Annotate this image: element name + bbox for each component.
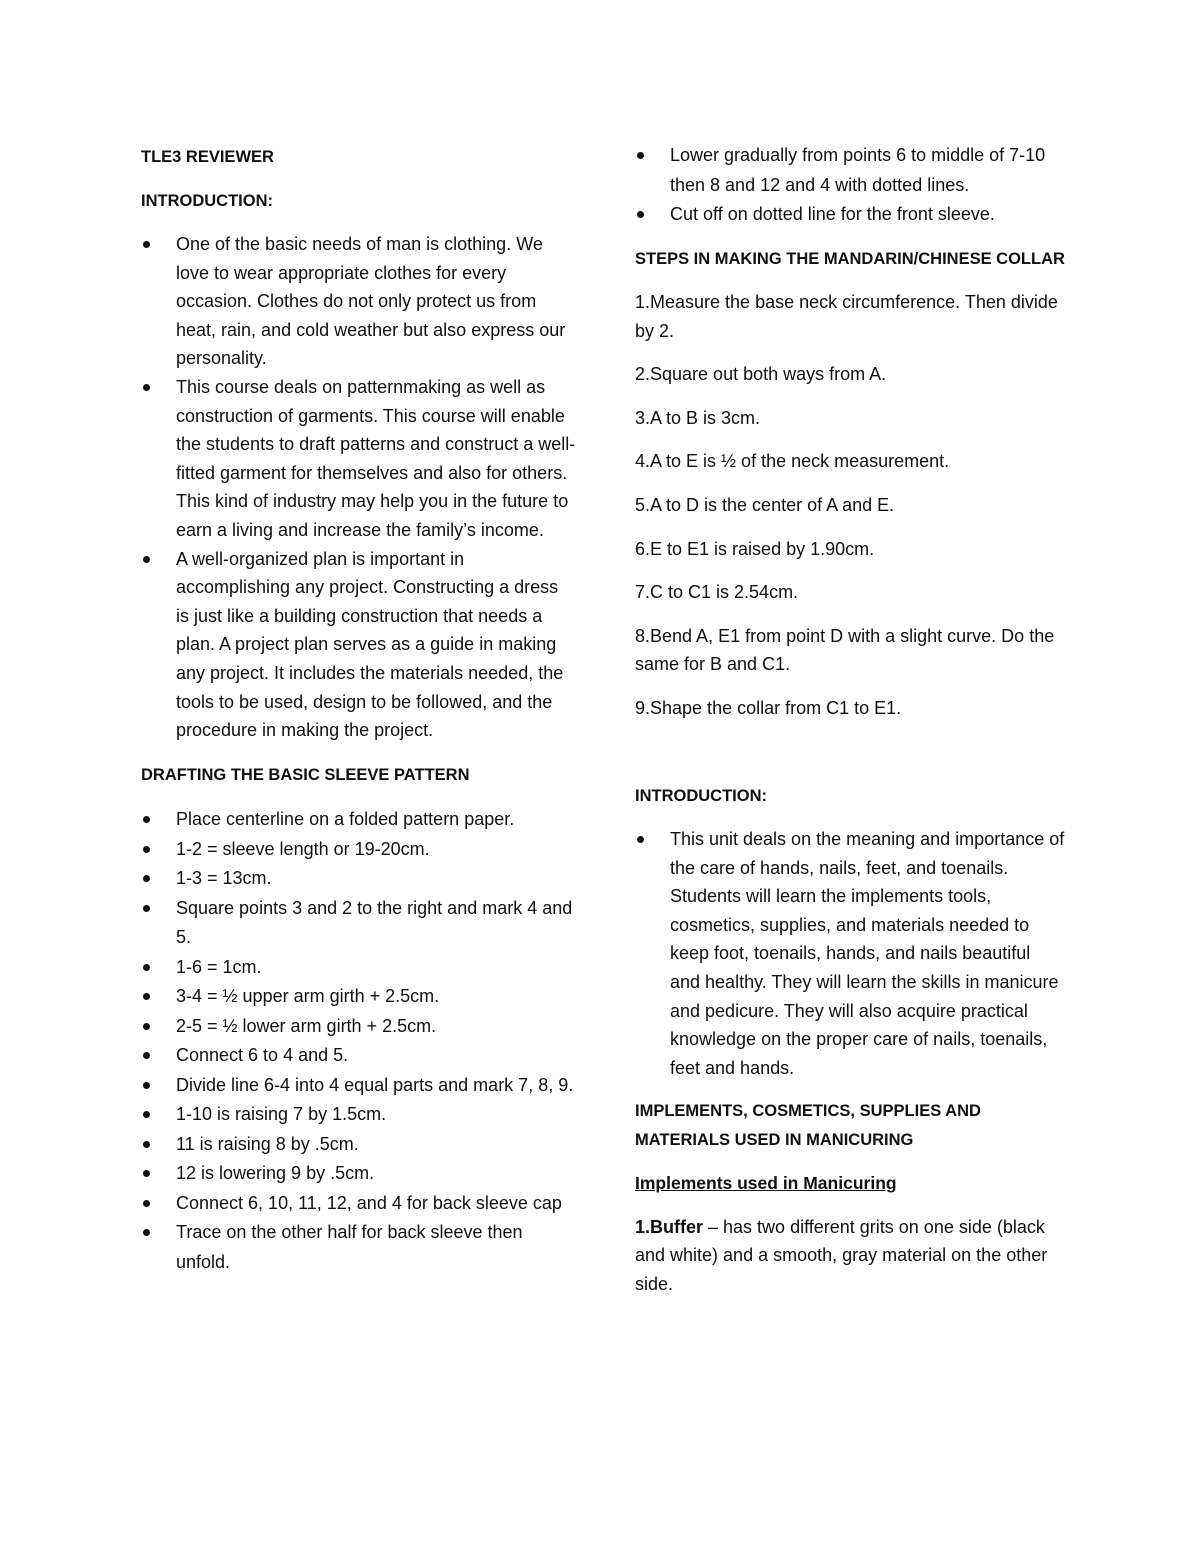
introduction-list: [141, 230, 576, 745]
list-item-text: Cut off on dotted line for the front sleeve.: [670, 204, 995, 224]
collar-step: 5.A to D is the center of A and E.: [635, 494, 895, 515]
collar-step: 7.C to C1 is 2.54cm.: [635, 582, 799, 603]
bullet-icon: [143, 1082, 150, 1089]
collar-step: 8.Bend A, E1 from point D with a slight curve. Do the same for B and C1.: [635, 625, 1055, 675]
list-item: [635, 200, 1065, 230]
list-item: [141, 1218, 576, 1277]
list-item: [141, 894, 576, 953]
list-item: [141, 1071, 576, 1101]
bullet-icon: [143, 1023, 150, 1030]
bullet-icon: [637, 836, 644, 843]
bullet-icon: [143, 846, 150, 853]
list-item: [141, 1159, 576, 1189]
list-item-text: 1-6 = 1cm.: [176, 956, 262, 977]
bullet-icon: [637, 152, 644, 159]
list-item-text: Divide line 6-4 into 4 equal parts and mark 7, 8, 9.: [176, 1074, 574, 1095]
implements-subheading: Implements used in Manicuring: [635, 1173, 897, 1194]
list-item-text: Place centerline on a folded pattern paper.: [176, 809, 515, 830]
implements-heading: IMPLEMENTS, COSMETICS, SUPPLIES AND MATERIALS USED IN MANICURING: [635, 1102, 981, 1149]
list-item-text: Square points 3 and 2 to the right and mark 4 and 5.: [176, 897, 573, 948]
buffer-description: – has two different grits on one side (black and white) and a smooth, gray material on the other side.: [635, 1216, 1048, 1295]
collar-step: 2.Square out both ways from A.: [635, 364, 887, 385]
list-item-text: This course deals on patternmaking as well as construction of garments. This course will enable the students to draft patterns and construct a well-fitted garment for themselves and also for others. This kind of industry may help you in the future to earn a living and increase the family’s income.: [176, 376, 576, 540]
introduction-heading-2: INTRODUCTION:: [635, 786, 767, 805]
sleeve-steps-list-continued: [635, 141, 1065, 230]
list-item-text: One of the basic needs of man is clothing. We love to wear appropriate clothes for every occasion. Clothes do not only protect us from heat, rain, and cold weather but also express our personality.: [176, 234, 566, 369]
bullet-icon: [143, 964, 150, 971]
list-item: [141, 864, 576, 894]
list-item: [141, 1130, 576, 1160]
list-item-text: 1-10 is raising 7 by 1.5cm.: [176, 1104, 387, 1125]
introduction-list-2: [635, 825, 1065, 1082]
collar-step: 3.A to B is 3cm.: [635, 407, 761, 428]
collar-step: 9.Shape the collar from C1 to E1.: [635, 697, 902, 718]
list-item-text: A well-organized plan is important in accomplishing any project. Constructing a dress is just like a building construction that needs a plan. A project plan serves as a guide in making any project. It includes the materials needed, the tools to be used, design to be followed, and the procedure in making the project.: [176, 548, 564, 741]
list-item: [141, 1189, 576, 1219]
left-column: [141, 143, 576, 1277]
list-item: [141, 373, 576, 545]
buffer-term: 1.Buffer: [635, 1216, 704, 1237]
buffer-definition: [635, 1213, 1065, 1299]
bullet-icon: [637, 211, 644, 218]
bullet-icon: [143, 1170, 150, 1177]
bullet-icon: [143, 875, 150, 882]
list-item-text: This unit deals on the meaning and importance of the care of hands, nails, feet, and toenails. Students will learn the implements tools, cosmetics, supplies, and materials needed to keep foot, toenails, hands, and nails beautiful and healthy. They will learn the skills in manicure and pedicure. They will also acquire practical knowledge on the proper care of nails, toenails, feet and hands.: [670, 829, 1065, 1078]
list-item-text: Connect 6, 10, 11, 12, and 4 for back sleeve cap: [176, 1192, 562, 1213]
bullet-icon: [143, 384, 150, 391]
document-title: TLE3 REVIEWER: [141, 148, 274, 166]
list-item-text: Connect 6 to 4 and 5.: [176, 1045, 349, 1066]
list-item: [635, 141, 1065, 200]
list-item-text: 2-5 = ½ lower arm girth + 2.5cm.: [176, 1015, 437, 1036]
list-item-text: 3-4 = ½ upper arm girth + 2.5cm.: [176, 986, 440, 1007]
list-item: [141, 1041, 576, 1071]
list-item-text: Trace on the other half for back sleeve then unfold.: [176, 1222, 523, 1272]
list-item: [141, 805, 576, 835]
bullet-icon: [143, 993, 150, 1000]
collar-heading: STEPS IN MAKING THE MANDARIN/CHINESE COLLAR: [635, 249, 1065, 268]
bullet-icon: [143, 241, 150, 248]
list-item-text: 1-2 = sleeve length or 19-20cm.: [176, 838, 430, 859]
list-item: [141, 835, 576, 865]
list-item: [635, 825, 1065, 1082]
bullet-icon: [143, 556, 150, 563]
sleeve-pattern-heading: DRAFTING THE BASIC SLEEVE PATTERN: [141, 765, 470, 784]
list-item: [141, 1100, 576, 1130]
bullet-icon: [143, 1111, 150, 1118]
bullet-icon: [143, 1141, 150, 1148]
list-item: [141, 1012, 576, 1042]
right-column: [635, 143, 1065, 1299]
bullet-icon: [143, 1200, 150, 1207]
bullet-icon: [143, 905, 150, 912]
bullet-icon: [143, 1229, 150, 1236]
list-item-text: 11 is raising 8 by .5cm.: [176, 1133, 359, 1154]
collar-steps: [635, 288, 1065, 723]
list-item-text: 1-3 = 13cm.: [176, 868, 272, 889]
bullet-icon: [143, 1052, 150, 1059]
collar-step: 1.Measure the base neck circumference. Then divide by 2.: [635, 292, 1058, 341]
collar-step: 6.E to E1 is raised by 1.90cm.: [635, 538, 875, 559]
list-item-text: Lower gradually from points 6 to middle of 7-10 then 8 and 12 and 4 with dotted lines.: [670, 145, 1046, 195]
list-item: [141, 545, 576, 745]
list-item: [141, 230, 576, 373]
collar-step: 4.A to E is ½ of the neck measurement.: [635, 451, 950, 472]
introduction-heading: INTRODUCTION:: [141, 191, 273, 210]
list-item: [141, 953, 576, 983]
bullet-icon: [143, 816, 150, 823]
list-item: [141, 982, 576, 1012]
list-item-text: 12 is lowering 9 by .5cm.: [176, 1163, 375, 1184]
sleeve-steps-list: [141, 805, 576, 1277]
